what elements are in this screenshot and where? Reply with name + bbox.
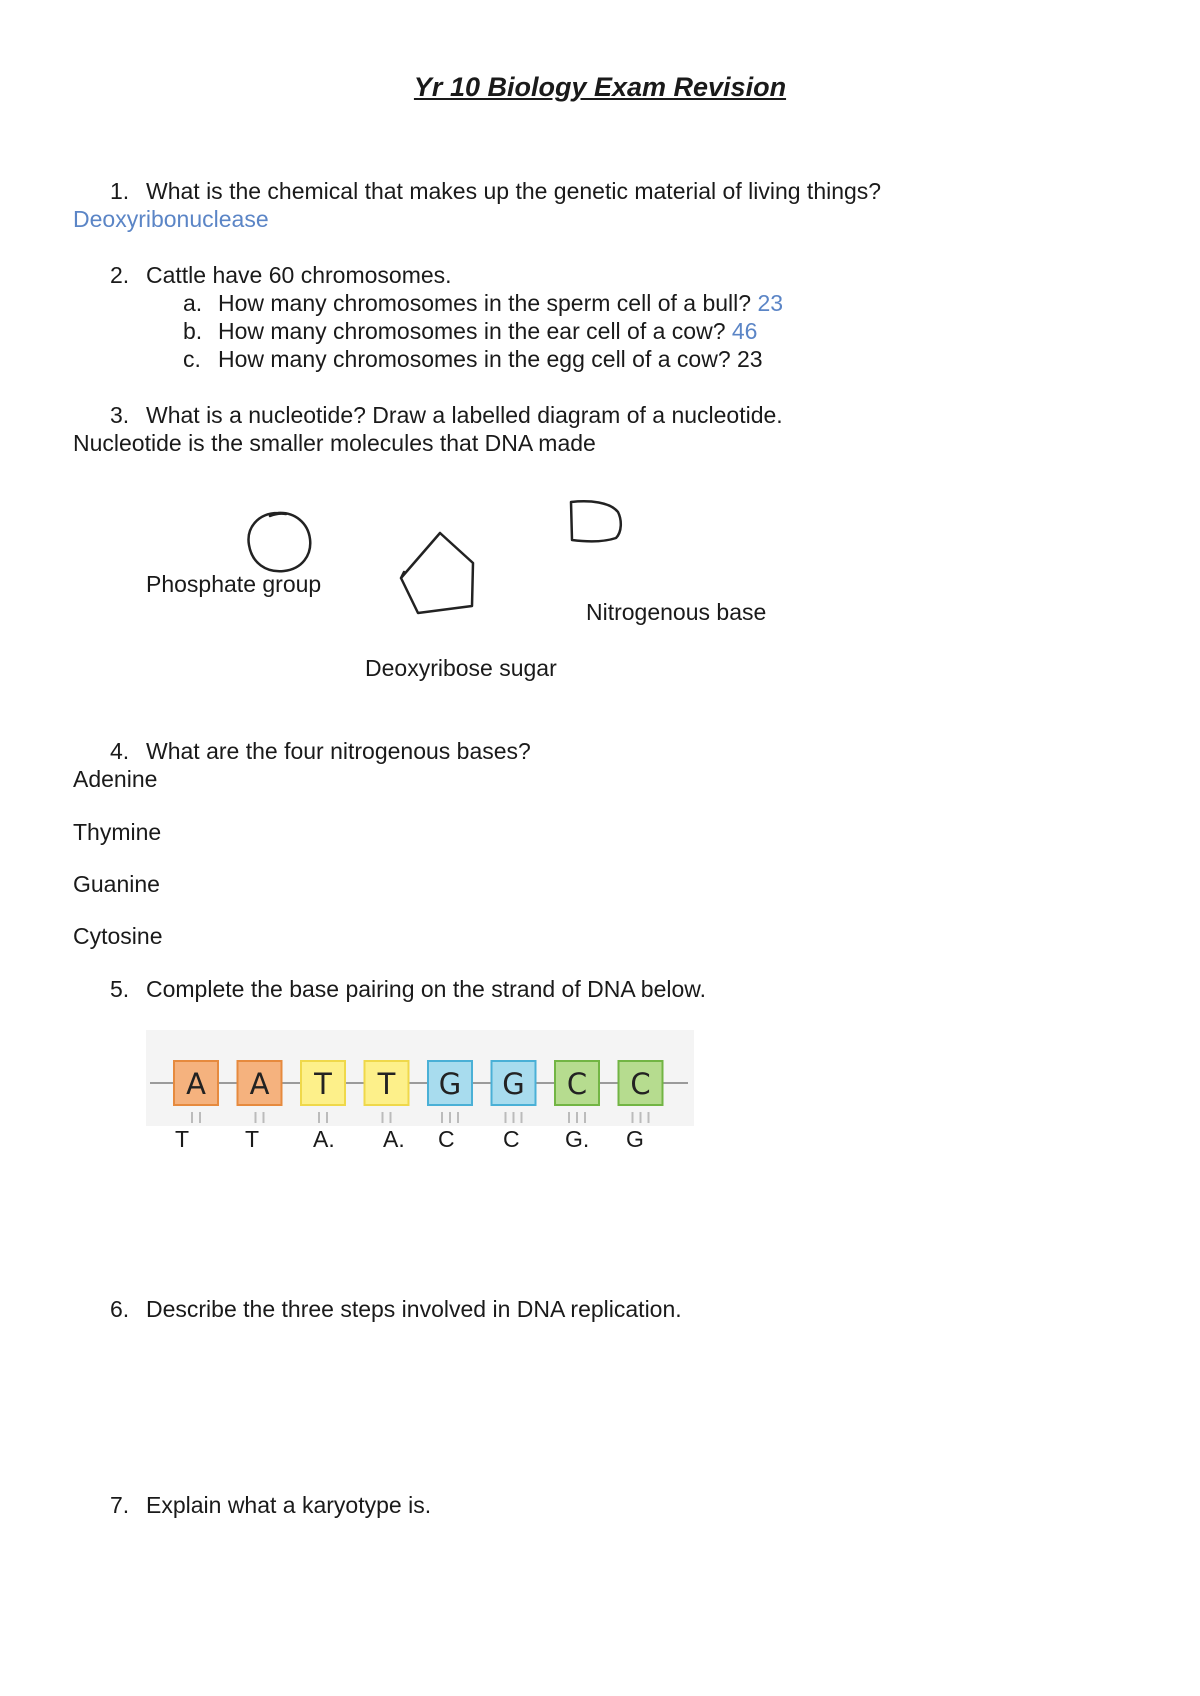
q4-answer-thymine[interactable]: Thymine: [73, 819, 162, 845]
q2a-text: How many chromosomes in the sperm cell of a bull?: [218, 290, 752, 316]
q2a-answer[interactable]: 23: [757, 290, 784, 316]
q7-number: 7.: [110, 1492, 130, 1518]
q3-answer[interactable]: Nucleotide is the smaller molecules that DNA made: [73, 430, 596, 456]
q1-number: 1.: [110, 178, 130, 204]
dna-strand-background: [146, 1030, 694, 1126]
q2c-letter: c.: [183, 346, 201, 372]
pair-answer[interactable]: C: [503, 1126, 520, 1152]
pair-answer[interactable]: A.: [383, 1126, 405, 1152]
pair-answer[interactable]: T: [175, 1126, 190, 1152]
q2-text: Cattle have 60 chromosomes.: [146, 262, 452, 288]
pair-answer[interactable]: A.: [313, 1126, 335, 1152]
base-letter: A: [249, 1067, 270, 1101]
q2b-text: How many chromosomes in the ear cell of a cow?: [218, 318, 726, 344]
label-deoxyribose-sugar: Deoxyribose sugar: [365, 655, 557, 681]
base-letter: C: [566, 1067, 588, 1101]
label-nitrogenous-base: Nitrogenous base: [586, 599, 767, 625]
pair-answer[interactable]: G.: [565, 1126, 590, 1152]
q4-answer-guanine[interactable]: Guanine: [73, 871, 160, 897]
q6-text: Describe the three steps involved in DNA replication.: [146, 1296, 682, 1322]
q1-text: What is the chemical that makes up the genetic material of living things?: [146, 178, 882, 204]
label-phosphate-group: Phosphate group: [146, 571, 322, 597]
base-letter: G: [438, 1067, 462, 1101]
q2b-letter: b.: [183, 318, 203, 344]
q7-text: Explain what a karyotype is.: [146, 1492, 432, 1518]
q4-text: What are the four nitrogenous bases?: [146, 738, 531, 764]
q5-text: Complete the base pairing on the strand of DNA below.: [146, 976, 707, 1002]
base-letter: T: [314, 1067, 332, 1101]
q2-number: 2.: [110, 262, 130, 288]
q1-answer[interactable]: Deoxyribonuclease: [73, 206, 269, 232]
base-letter: T: [377, 1067, 396, 1101]
q2a-letter: a.: [183, 290, 203, 316]
q2b-answer[interactable]: 46: [731, 318, 758, 344]
base-letter: A: [186, 1067, 206, 1101]
q6-number: 6.: [110, 1296, 130, 1322]
q2c-text: How many chromosomes in the egg cell of a cow? 23: [218, 346, 763, 372]
base-letter: C: [630, 1067, 651, 1101]
q4-answer-adenine[interactable]: Adenine: [73, 766, 158, 792]
q4-number: 4.: [110, 738, 130, 764]
q3-number: 3.: [110, 402, 130, 428]
pair-answer[interactable]: T: [245, 1126, 260, 1152]
q3-text: What is a nucleotide? Draw a labelled diagram of a nucleotide.: [146, 402, 783, 428]
base-letter: G: [502, 1067, 525, 1101]
q5-number: 5.: [110, 976, 130, 1002]
q4-answer-cytosine[interactable]: Cytosine: [73, 923, 163, 949]
pair-answer[interactable]: C: [438, 1126, 455, 1152]
pair-answer[interactable]: G: [626, 1126, 644, 1152]
page-title: Yr 10 Biology Exam Revision: [413, 72, 787, 102]
